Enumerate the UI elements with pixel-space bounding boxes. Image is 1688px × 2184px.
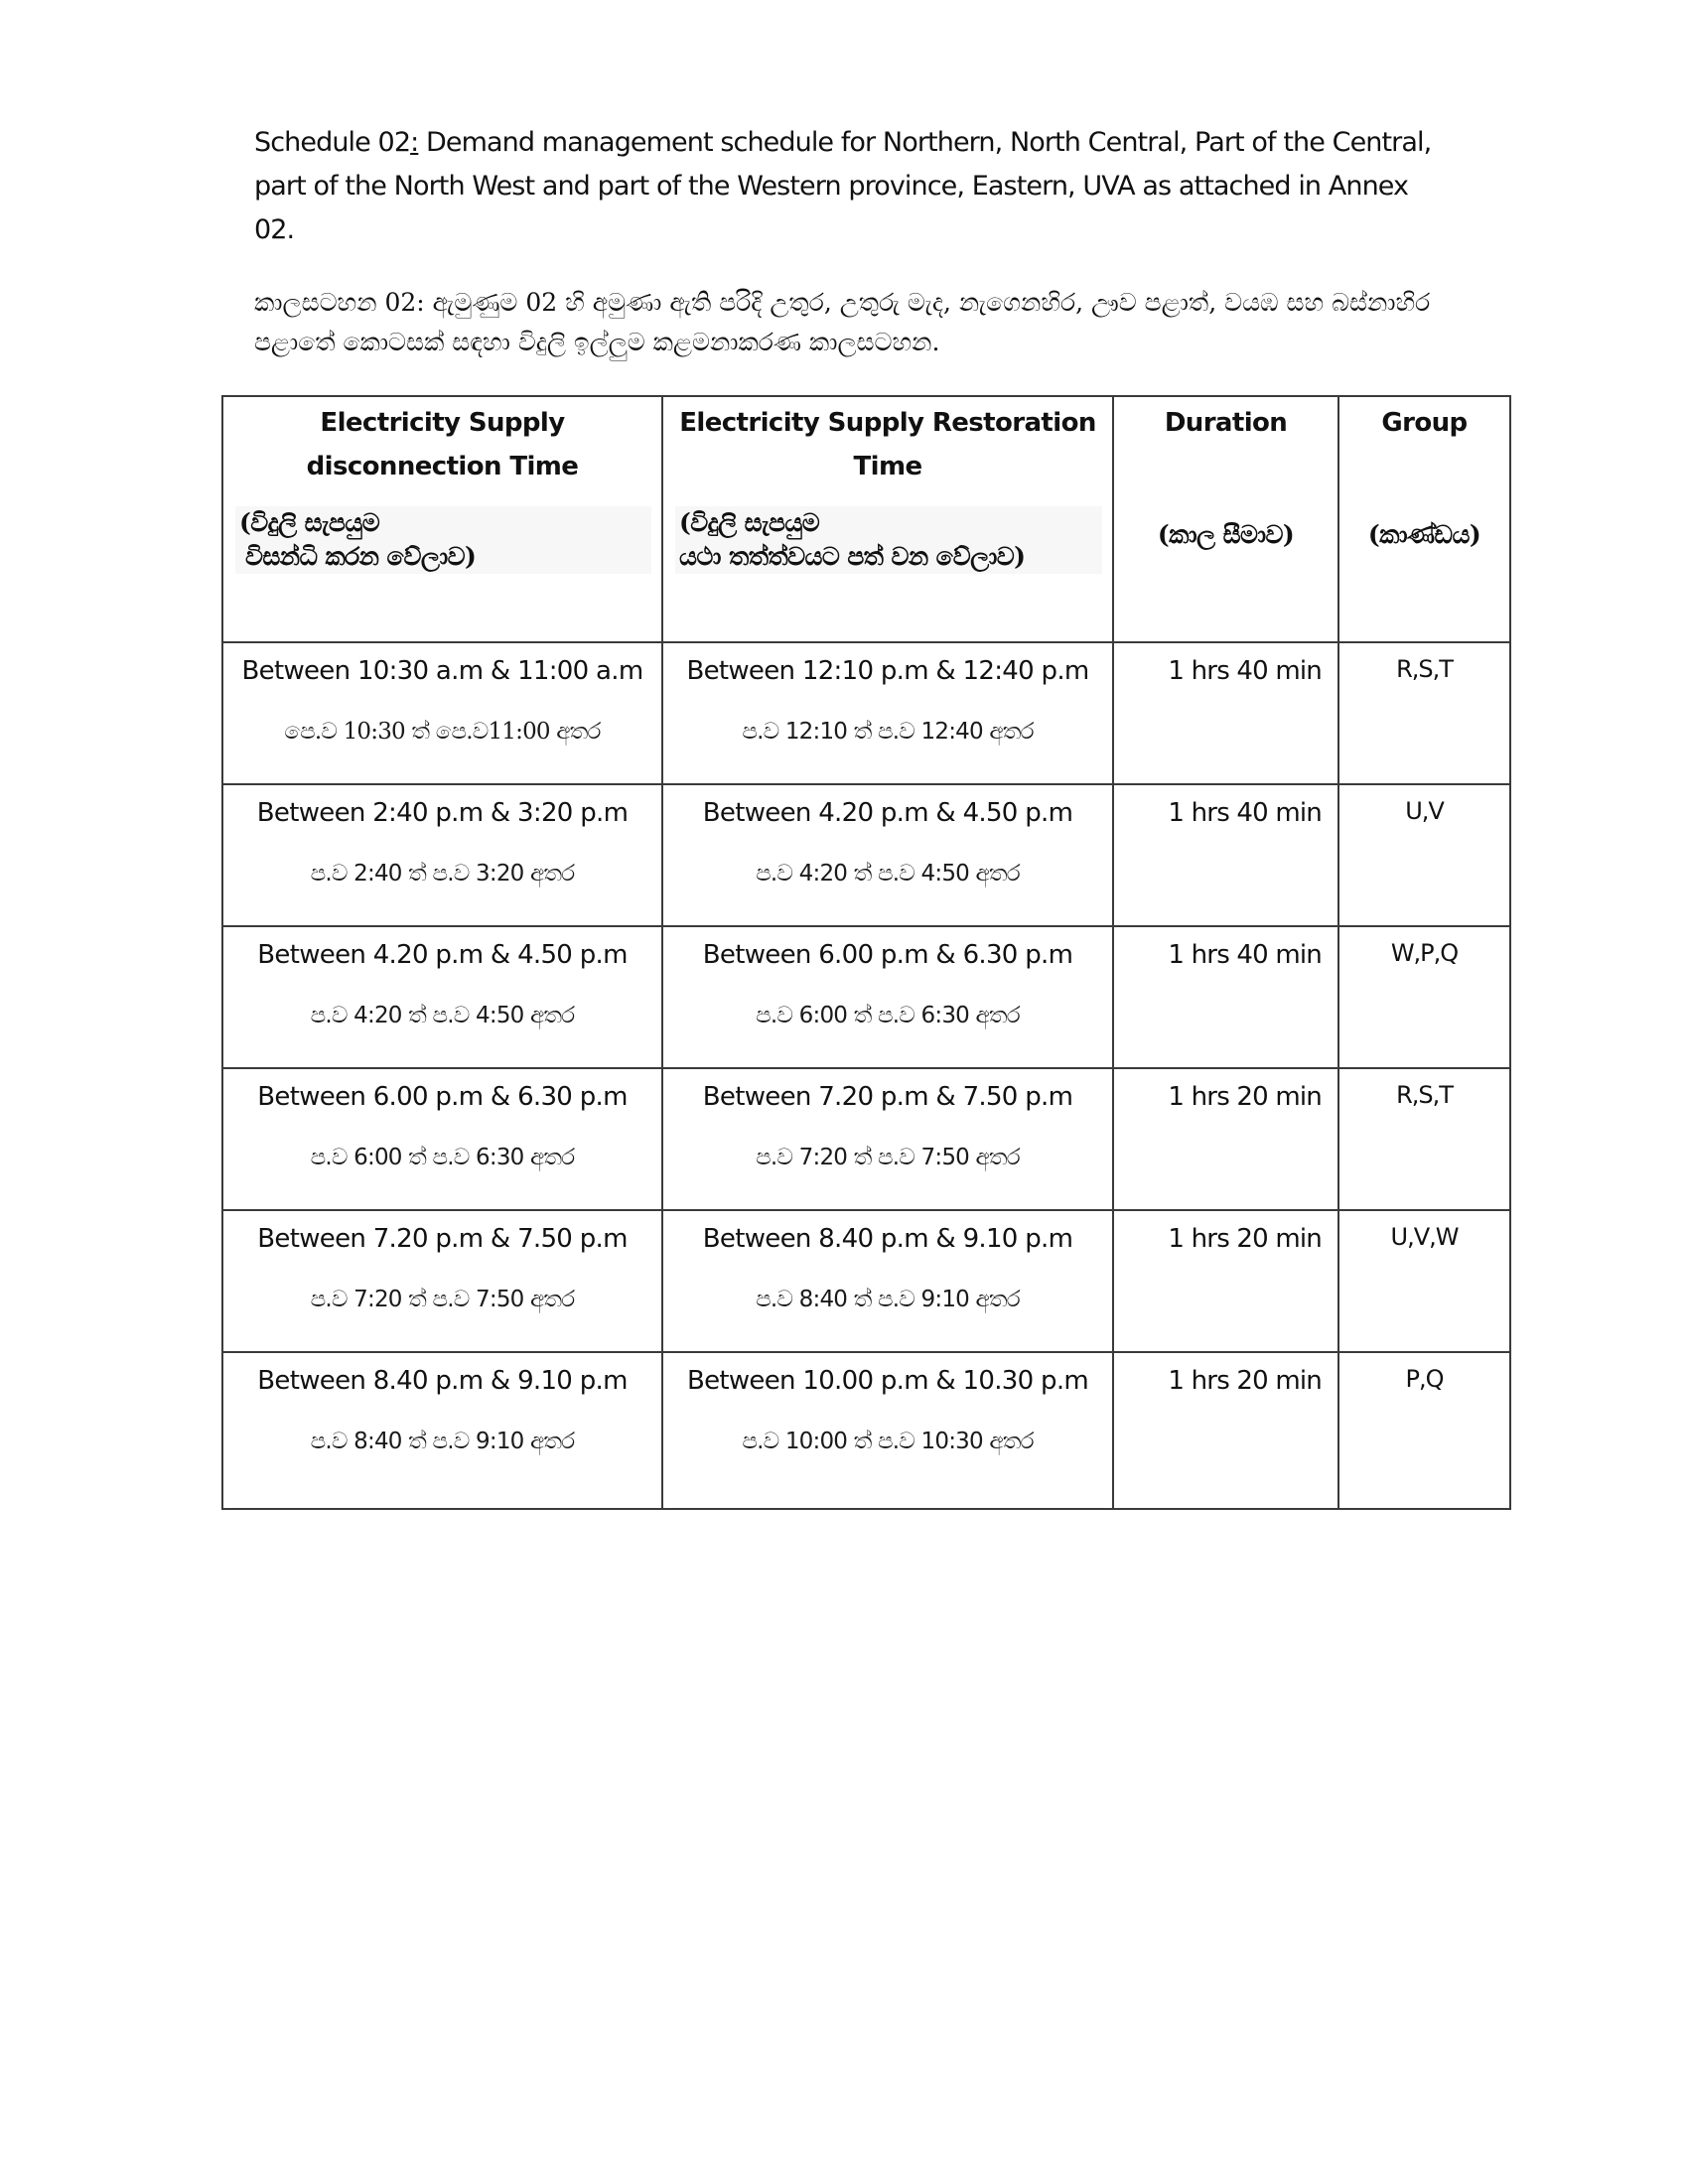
disconnection-time-en: Between 10:30 a.m & 11:00 a.m xyxy=(241,656,643,686)
disconnection-time-en: Between 4.20 p.m & 4.50 p.m xyxy=(257,940,628,970)
restoration-cell xyxy=(662,784,1113,926)
group-value: W,P,Q xyxy=(1390,939,1459,967)
disconnection-cell xyxy=(222,784,662,926)
header-group xyxy=(1338,396,1510,642)
header-label: Group xyxy=(1381,408,1468,438)
duration-value: 1 hrs 20 min xyxy=(1168,1082,1322,1112)
restoration-time-si: ප.ව 8:40 ත් ප.ව 9:10 අතර xyxy=(756,1287,1020,1312)
group-cell xyxy=(1338,642,1510,784)
header-sinhala-label xyxy=(235,506,651,574)
restoration-time-si: ප.ව 6:00 ත් ප.ව 6:30 අතර xyxy=(756,1003,1020,1028)
table-row xyxy=(222,1210,1510,1352)
disconnection-cell xyxy=(222,1352,662,1509)
disconnection-time-si: පෙ.ව 10:30 ත් පෙ.ව11:00 අතර xyxy=(284,719,601,745)
schedule-description: Demand management schedule for Northern, North Central, Part of the Central, part of the North West and part of the Western province, Eastern, UVA as attached in Annex 02. xyxy=(254,127,1432,245)
table-header-row xyxy=(222,396,1510,642)
group-value: U,V,W xyxy=(1390,1223,1459,1251)
schedule-colon: : xyxy=(410,127,419,158)
intro-paragraph-english xyxy=(254,121,1446,252)
header-duration xyxy=(1113,396,1338,642)
duration-value: 1 hrs 40 min xyxy=(1168,798,1322,828)
group-value: R,S,T xyxy=(1396,655,1453,683)
disconnection-time-en: Between 7.20 p.m & 7.50 p.m xyxy=(257,1224,628,1254)
duration-value: 1 hrs 20 min xyxy=(1168,1224,1322,1254)
header-sinhala-line: යථා තත්ත්වයට පත් වන වේලාව) xyxy=(679,542,1026,571)
header-label: Electricity Supply Restoration Time xyxy=(679,408,1096,481)
restoration-time-en: Between 12:10 p.m & 12:40 p.m xyxy=(686,656,1089,686)
restoration-time-si: ප.ව 10:00 ත් ප.ව 10:30 අතර xyxy=(742,1429,1034,1454)
disconnection-cell xyxy=(222,642,662,784)
duration-cell xyxy=(1113,1210,1338,1352)
disconnection-cell xyxy=(222,926,662,1068)
header-label: Electricity Supply disconnection Time xyxy=(306,408,579,481)
restoration-time-en: Between 10.00 p.m & 10.30 p.m xyxy=(686,1366,1089,1396)
intro-paragraph-sinhala: කාලසටහන 02: ඇමුණුම 02 හි අමුණා ඇති පරිදි උතුර, උතුරු මැද, නැගෙනහිර, ඌව පළාත්, වයඹ සහ බස්නාහිර පළාතේ කොටසක් සඳහා විදුලි ඉල්ලුම කළමනාකරණ කාලසටහන. xyxy=(254,288,1431,356)
restoration-cell xyxy=(662,642,1113,784)
restoration-time-si: ප.ව 4:20 ත් ප.ව 4:50 අතර xyxy=(756,861,1020,887)
duration-value: 1 hrs 40 min xyxy=(1168,656,1322,686)
group-cell xyxy=(1338,1210,1510,1352)
disconnection-cell xyxy=(222,1210,662,1352)
duration-value: 1 hrs 40 min xyxy=(1168,940,1322,970)
group-value: P,Q xyxy=(1405,1365,1444,1393)
header-label: Duration xyxy=(1164,408,1288,438)
table-row xyxy=(222,642,1510,784)
duration-value: 1 hrs 20 min xyxy=(1168,1366,1322,1396)
header-sinhala-line: විසන්ධි කරන වේලාව) xyxy=(245,542,477,571)
restoration-time-si: ප.ව 12:10 ත් ප.ව 12:40 අතර xyxy=(742,719,1034,745)
group-cell xyxy=(1338,926,1510,1068)
disconnection-time-si: ප.ව 7:20 ත් ප.ව 7:50 අතර xyxy=(310,1287,575,1312)
duration-cell xyxy=(1113,784,1338,926)
header-sinhala-line: (විදුලි සැපයුම xyxy=(679,508,820,537)
header-disconnection-time xyxy=(222,396,662,642)
restoration-time-en: Between 4.20 p.m & 4.50 p.m xyxy=(702,798,1073,828)
demand-management-schedule-table xyxy=(221,395,1511,1510)
group-cell xyxy=(1338,1352,1510,1509)
duration-cell xyxy=(1113,926,1338,1068)
disconnection-time-en: Between 2:40 p.m & 3:20 p.m xyxy=(256,798,629,828)
group-cell xyxy=(1338,1068,1510,1210)
disconnection-time-en: Between 6.00 p.m & 6.30 p.m xyxy=(257,1082,628,1112)
group-value: R,S,T xyxy=(1396,1081,1453,1109)
restoration-time-si: ප.ව 7:20 ත් ප.ව 7:50 අතර xyxy=(756,1145,1020,1170)
disconnection-time-en: Between 8.40 p.m & 9.10 p.m xyxy=(257,1366,628,1396)
table-row xyxy=(222,926,1510,1068)
restoration-time-en: Between 6.00 p.m & 6.30 p.m xyxy=(702,940,1073,970)
header-sinhala-label xyxy=(675,506,1102,574)
restoration-cell xyxy=(662,1352,1113,1509)
restoration-cell xyxy=(662,1210,1113,1352)
disconnection-cell xyxy=(222,1068,662,1210)
disconnection-time-si: ප.ව 8:40 ත් ප.ව 9:10 අතර xyxy=(310,1429,575,1454)
header-sinhala-label: (කාල සීමාව) xyxy=(1157,520,1295,549)
table-row xyxy=(222,1068,1510,1210)
disconnection-time-si: ප.ව 6:00 ත් ප.ව 6:30 අතර xyxy=(310,1145,575,1170)
duration-cell xyxy=(1113,1068,1338,1210)
header-restoration-time xyxy=(662,396,1113,642)
restoration-time-en: Between 8.40 p.m & 9.10 p.m xyxy=(702,1224,1073,1254)
disconnection-time-si: ප.ව 4:20 ත් ප.ව 4:50 අතර xyxy=(310,1003,575,1028)
duration-cell xyxy=(1113,642,1338,784)
restoration-time-en: Between 7.20 p.m & 7.50 p.m xyxy=(702,1082,1073,1112)
table-row xyxy=(222,1352,1510,1509)
header-sinhala-label: (කාණ්ඩය) xyxy=(1367,520,1481,549)
table-row xyxy=(222,784,1510,926)
group-value: U,V xyxy=(1405,797,1444,825)
schedule-label: Schedule 02 xyxy=(254,127,411,158)
group-cell xyxy=(1338,784,1510,926)
duration-cell xyxy=(1113,1352,1338,1509)
restoration-cell xyxy=(662,926,1113,1068)
disconnection-time-si: ප.ව 2:40 ත් ප.ව 3:20 අතර xyxy=(310,861,575,887)
restoration-cell xyxy=(662,1068,1113,1210)
header-sinhala-line: (විදුලි සැපයුම xyxy=(239,508,380,537)
